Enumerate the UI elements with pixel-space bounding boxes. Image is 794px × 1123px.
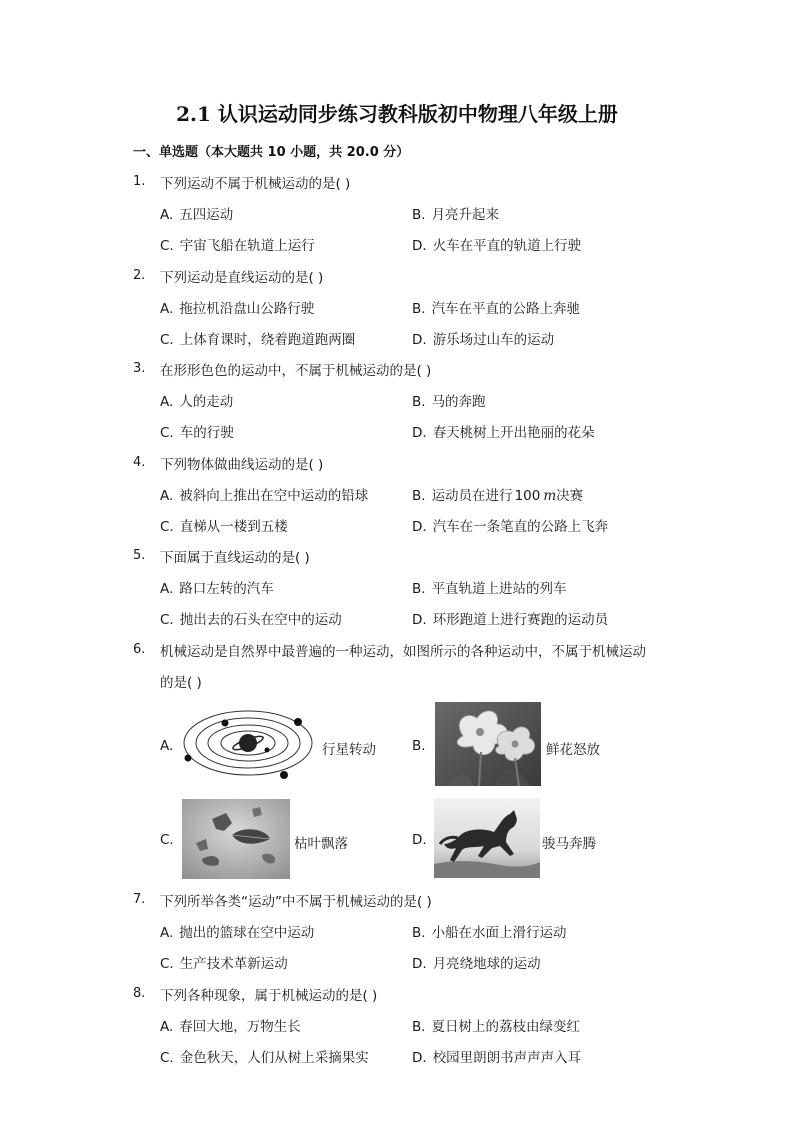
- option-d[interactable]: D. 校园里朗朗书声声声入耳: [412, 1050, 582, 1066]
- option-d[interactable]: D. 火车在平直的轨道上行驶: [412, 238, 582, 254]
- question-text: 机械运动是自然界中最普遍的一种运动，如图所示的各种运动中，不属于机械运动: [160, 644, 646, 660]
- iris-flower-image: [435, 702, 541, 790]
- option-a[interactable]: A. 拖拉机沿盘山公路行驶: [160, 301, 315, 317]
- caption-c: 枯叶飘落: [294, 836, 348, 852]
- option-b[interactable]: B. 运动员在进行 100 m决赛: [412, 488, 584, 504]
- question-text-cont: 的是( ): [160, 675, 202, 691]
- option-a[interactable]: A. 路口左转的汽车: [160, 581, 274, 597]
- option-b[interactable]: B. 马的奔跑: [412, 394, 486, 410]
- option-a[interactable]: A. 人的走动: [160, 394, 234, 410]
- solar-system-image: [180, 702, 320, 788]
- option-b[interactable]: B. 月亮升起来: [412, 207, 500, 223]
- option-d[interactable]: D. 汽车在一条笔直的公路上飞奔: [412, 519, 609, 535]
- question-number: 2.: [133, 268, 146, 283]
- question-number: 5.: [133, 548, 146, 563]
- question-text: 下列所举各类“运动”中不属于机械运动的是( ): [160, 894, 432, 910]
- option-c[interactable]: C. 上体育课时，绕着跑道跑两圈: [160, 332, 356, 348]
- option-b[interactable]: B. 汽车在平直的公路上奔驰: [412, 301, 581, 317]
- page-title: 2.1 认识运动同步练习教科版初中物理八年级上册: [176, 102, 618, 126]
- question-text: 下面属于直线运动的是( ): [160, 550, 310, 566]
- question-text: 下列各种现象，属于机械运动的是( ): [160, 988, 378, 1004]
- option-a[interactable]: A. 春回大地，万物生长: [160, 1019, 301, 1035]
- option-c[interactable]: C. 抛出去的石头在空中的运动: [160, 612, 342, 628]
- option-a[interactable]: A. 抛出的篮球在空中运动: [160, 925, 315, 941]
- option-d[interactable]: D. 环形跑道上进行赛跑的运动员: [412, 612, 609, 628]
- question-text: 下列运动是直线运动的是( ): [160, 270, 324, 286]
- option-d[interactable]: D. 月亮绕地球的运动: [412, 956, 541, 972]
- option-b[interactable]: B. 小船在水面上滑行运动: [412, 925, 567, 941]
- option-d[interactable]: D. 游乐场过山车的运动: [412, 332, 555, 348]
- option-c[interactable]: C. 宇宙飞船在轨道上运行: [160, 238, 315, 254]
- option-a[interactable]: A. 被斜向上推出在空中运动的铅球: [160, 488, 369, 504]
- option-a-label[interactable]: A.: [160, 738, 174, 754]
- option-c[interactable]: C. 金色秋天，人们从树上采摘果实: [160, 1050, 369, 1066]
- running-horse-image: [434, 798, 540, 882]
- question-number: 1.: [133, 174, 146, 189]
- question-number: 6.: [133, 642, 146, 657]
- question-number: 3.: [133, 361, 146, 376]
- question-text: 下列运动不属于机械运动的是( ): [160, 176, 351, 192]
- option-c-label[interactable]: C.: [160, 832, 174, 848]
- caption-d: 骏马奔腾: [542, 836, 596, 852]
- option-d[interactable]: D. 春天桃树上开出艳丽的花朵: [412, 425, 595, 441]
- caption-b: 鲜花怒放: [546, 742, 600, 758]
- option-c[interactable]: C. 车的行驶: [160, 425, 234, 441]
- option-c[interactable]: C. 直梯从一楼到五楼: [160, 519, 288, 535]
- falling-leaves-image: [182, 799, 290, 883]
- option-b-label[interactable]: B.: [412, 738, 426, 754]
- option-b[interactable]: B. 夏日树上的荔枝由绿变红: [412, 1019, 581, 1035]
- question-number: 7.: [133, 892, 146, 907]
- option-a[interactable]: A. 五四运动: [160, 207, 234, 223]
- question-text: 下列物体做曲线运动的是( ): [160, 457, 324, 473]
- option-d-label[interactable]: D.: [412, 832, 427, 848]
- section-heading: 一、单选题（本大题共 10 小题，共 20.0 分）: [133, 145, 410, 160]
- question-text: 在形形色色的运动中，不属于机械运动的是( ): [160, 363, 432, 379]
- question-number: 8.: [133, 986, 146, 1001]
- option-b[interactable]: B. 平直轨道上进站的列车: [412, 581, 567, 597]
- caption-a: 行星转动: [322, 742, 376, 758]
- question-number: 4.: [133, 455, 146, 470]
- option-c[interactable]: C. 生产技术革新运动: [160, 956, 288, 972]
